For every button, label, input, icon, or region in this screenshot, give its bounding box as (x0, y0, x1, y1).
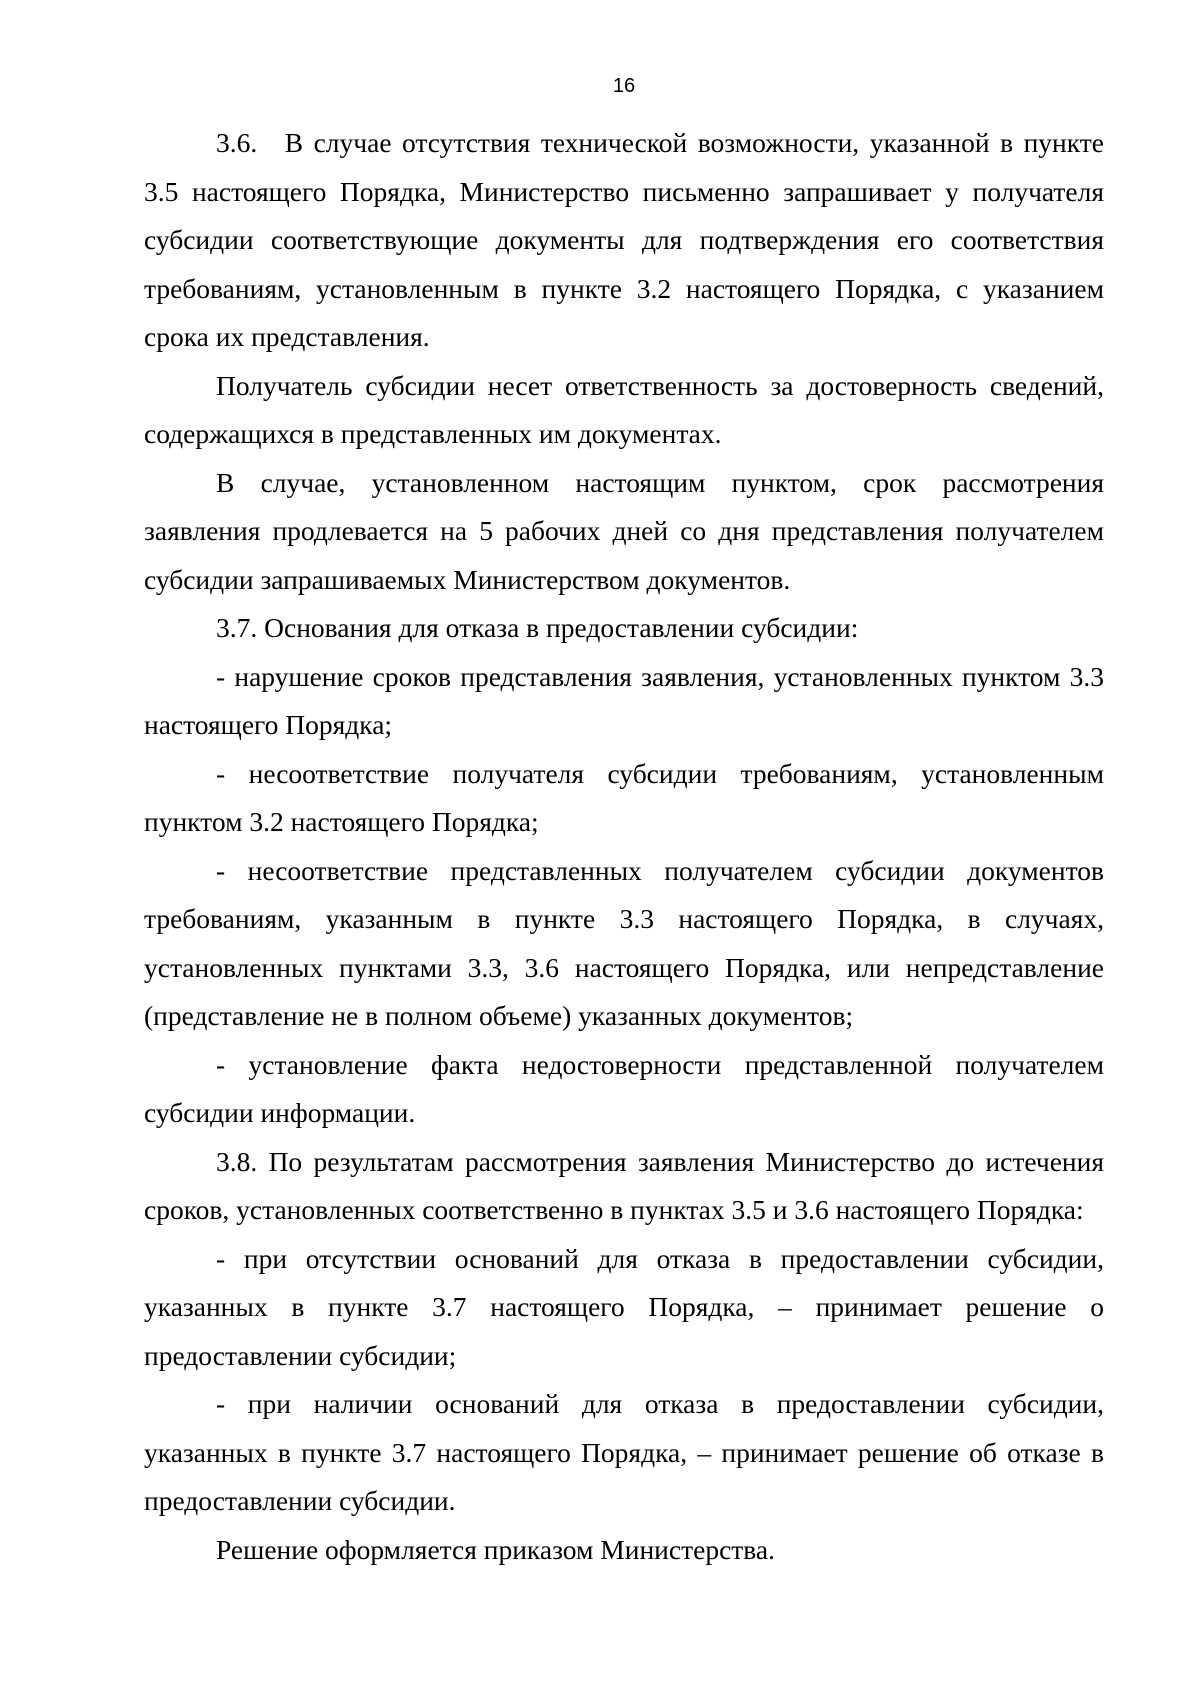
paragraph-3-7: 3.7. Основания для отказа в предоставлении субсидии: (216, 612, 859, 643)
paragraph-responsibility: Получатель субсидии несет ответственность за достоверность сведений, содержащихся в представленных им документах. (144, 369, 1104, 449)
page-number: 16 (612, 75, 636, 97)
paragraph-decision: Решение оформляется приказом Министерства. (216, 1533, 775, 1565)
list-item: - при отсутствии оснований для отказа в предоставлении субсидии, указанных в пункте 3.7 настоящего Порядка, – принимает решение о предоставлении субсидии; (144, 1242, 1104, 1371)
paragraph-3-8: 3.8. По результатам рассмотрения заявления Министерство до истечения сроков, установленных соответственно в пунктах 3.5 и 3.6 настоящего Порядка: (144, 1145, 1104, 1225)
list-item: - установление факта недостоверности представленной получателем субсидии информации. (144, 1048, 1104, 1128)
list-item: - несоответствие получателя субсидии требованиям, установленным пунктом 3.2 настоящего Порядка; (144, 757, 1104, 837)
list-item: - несоответствие представленных получателем субсидии документов требованиям, указанным в пункте 3.3 настоящего Порядка, в случаях, установленных пунктами 3.3, 3.6 настоящего Порядка, или непредставление (представление не в полном объеме) указанных документов; (144, 854, 1104, 1031)
list-item: - нарушение сроков представления заявления, установленных пунктом 3.3 настоящего Порядка; (144, 660, 1104, 740)
paragraph-extension: В случае, установленном настоящим пунктом, срок рассмотрения заявления продлевается на 5 рабочих дней со дня представления получателем субсидии запрашиваемых Министерством документов. (144, 466, 1104, 595)
paragraph-3-6: 3.6. В случае отсутствия технической возможности, указанной в пункте 3.5 настоящего Порядка, Министерство письменно запрашивает у получателя субсидии соответствующие документы для подтверждения его соответствия требованиям, установленным в пункте 3.2 настоящего Порядка, с указанием срока их представления. (144, 127, 1104, 352)
list-item: - при наличии оснований для отказа в предоставлении субсидии, указанных в пункте 3.7 настоящего Порядка, – принимает решение об отказе в предоставлении субсидии. (144, 1388, 1104, 1516)
document-body (144, 119, 1104, 1574)
